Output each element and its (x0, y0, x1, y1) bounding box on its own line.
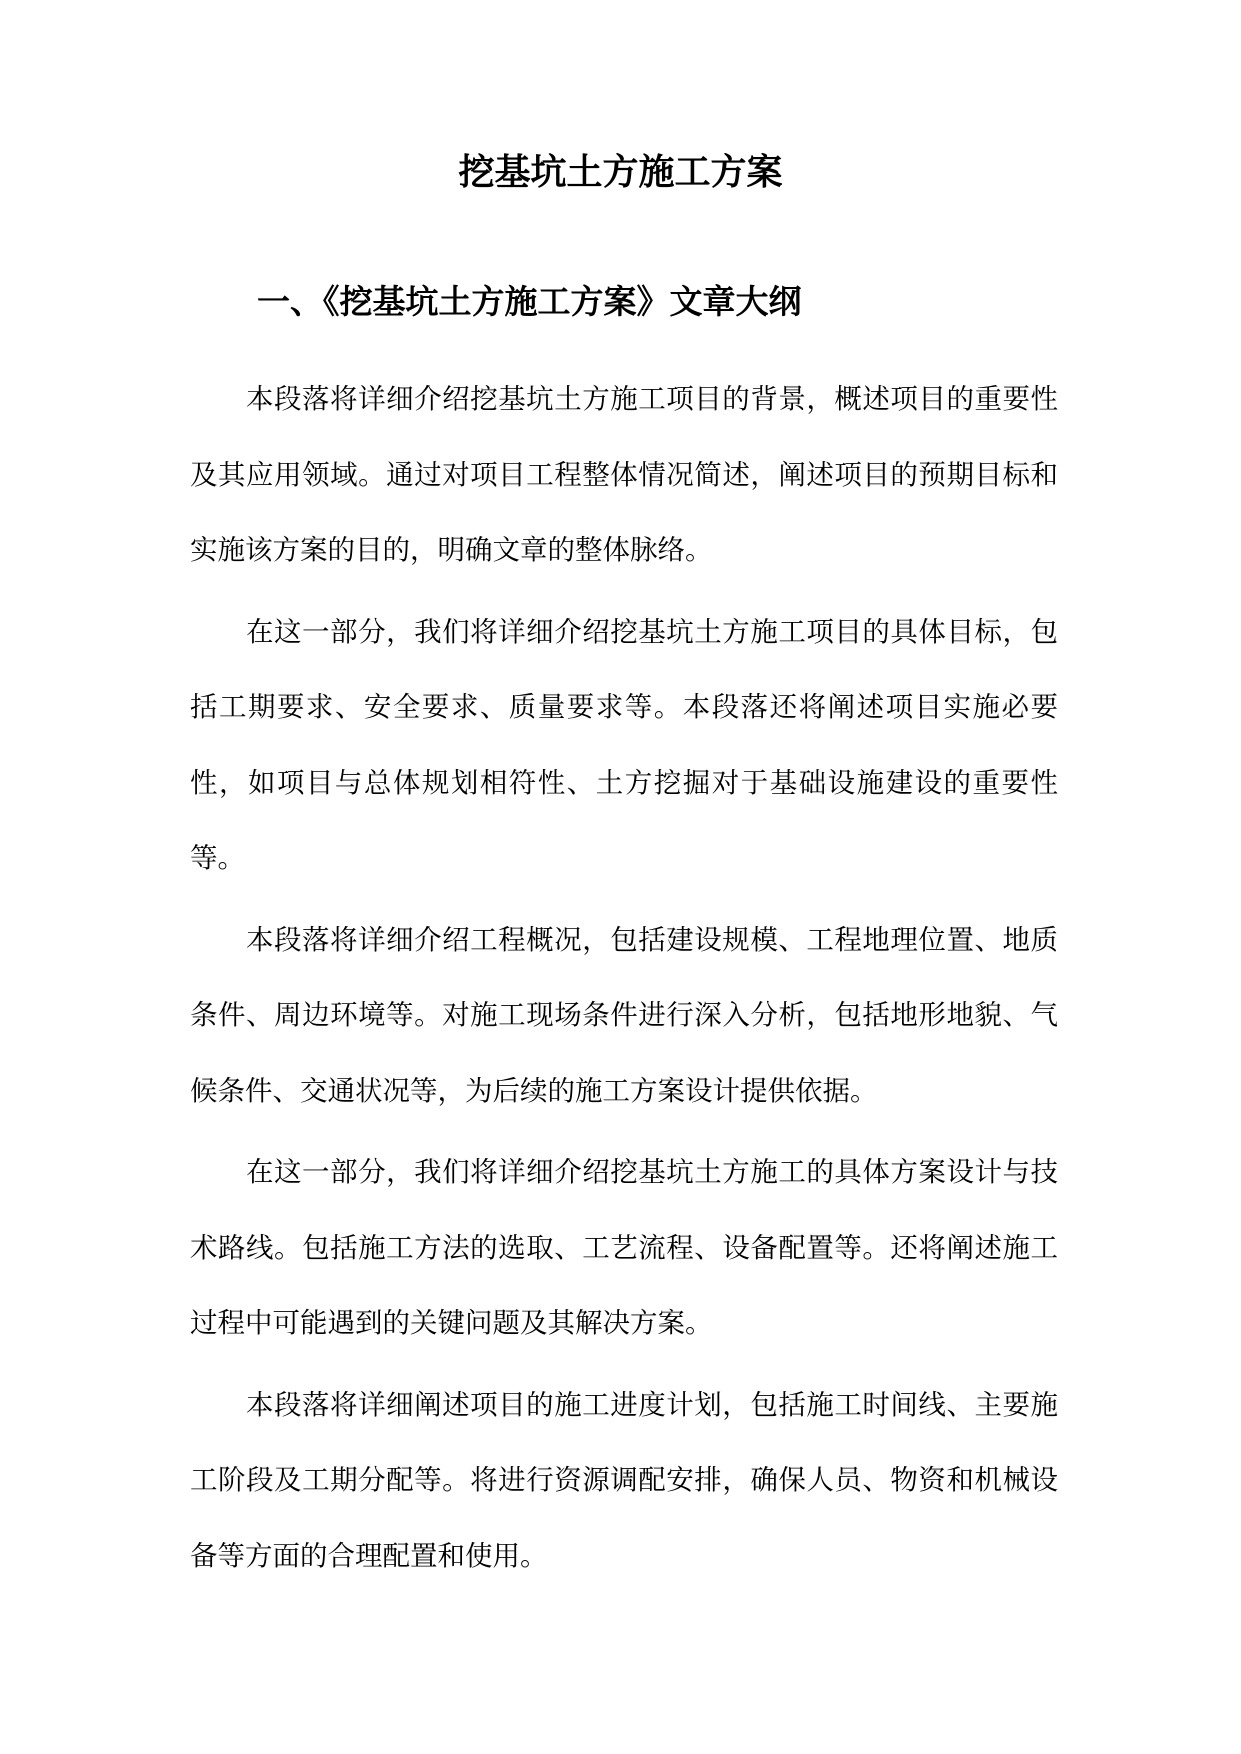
body-paragraph: 在这一部分，我们将详细介绍挖基坑土方施工项目的具体目标，包括工期要求、安全要求、质量要求等。本段落还将阐述项目实施必要性，如项目与总体规划相符性、土方挖掘对于基础设施建设的重要性等。 (190, 615, 1058, 874)
document-title: 挖基坑土方施工方案 (458, 151, 783, 193)
section-heading: 一、《挖基坑土方施工方案》文章大纲 (257, 282, 802, 321)
body-paragraph: 本段落将详细介绍工程概况，包括建设规模、工程地理位置、地质条件、周边环境等。对施工现场条件进行深入分析，包括地形地貌、气候条件、交通状况等，为后续的施工方案设计提供依据。 (190, 923, 1058, 1107)
body-paragraph: 在这一部分，我们将详细介绍挖基坑土方施工的具体方案设计与技术路线。包括施工方法的选取、工艺流程、设备配置等。还将阐述施工过程中可能遇到的关键问题及其解决方案。 (190, 1156, 1058, 1339)
document-body (190, 362, 1058, 1600)
body-paragraph: 本段落将详细阐述项目的施工进度计划，包括施工时间线、主要施工阶段及工期分配等。将进行资源调配安排，确保人员、物资和机械设备等方面的合理配置和使用。 (190, 1388, 1058, 1572)
body-paragraph: 本段落将详细介绍挖基坑土方施工项目的背景，概述项目的重要性及其应用领域。通过对项目工程整体情况简述，阐述项目的预期目标和实施该方案的目的，明确文章的整体脉络。 (190, 383, 1058, 566)
